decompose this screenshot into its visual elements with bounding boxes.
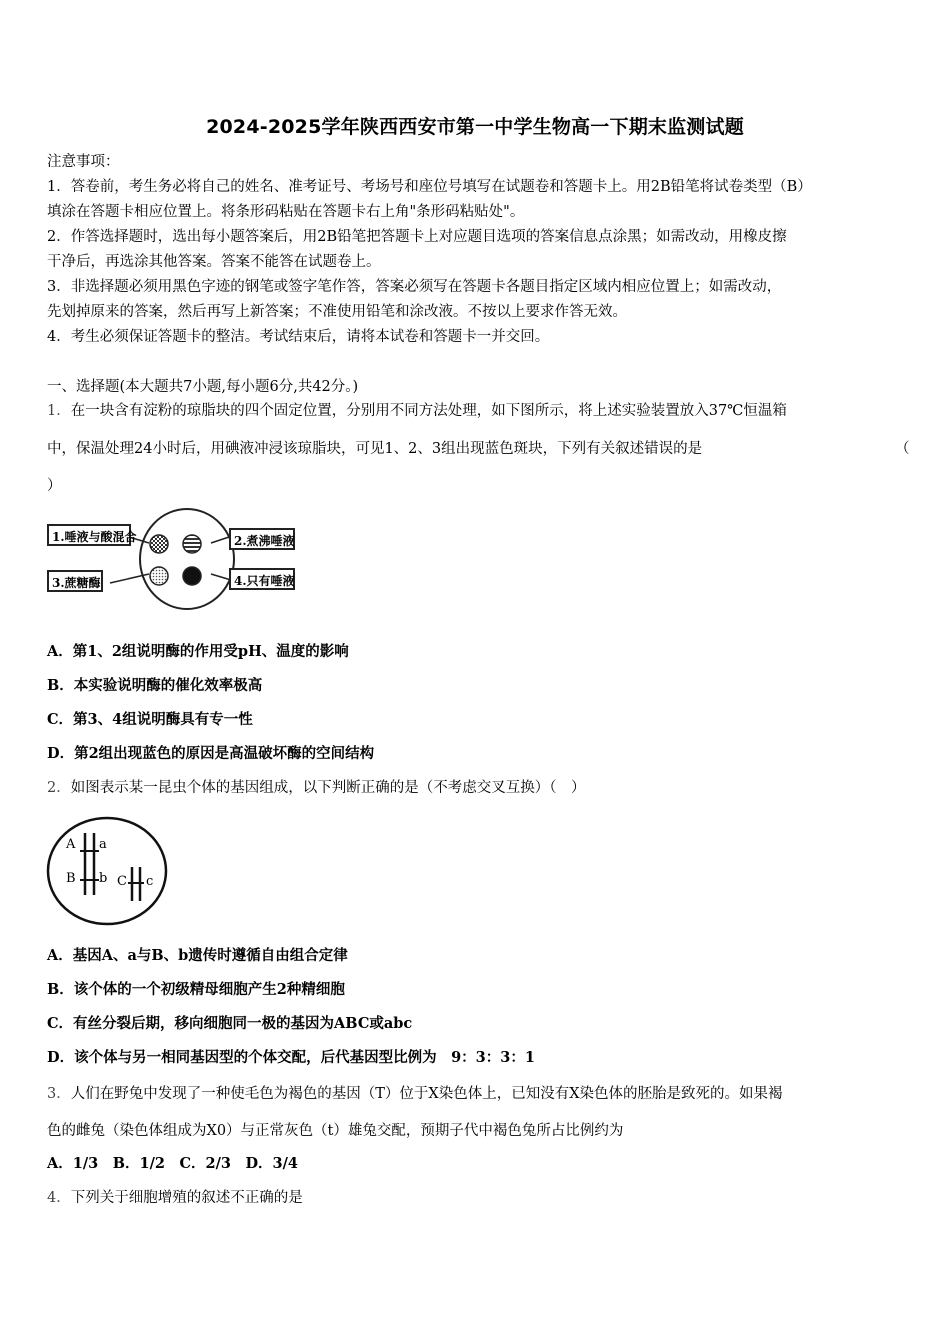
notice-line: 干净后，再选涂其他答案。答案不能答在试题卷上。 <box>47 254 381 270</box>
agar-block <box>140 509 234 609</box>
question-4 <box>47 1188 303 1208</box>
option-b: B．本实验说明酶的催化效率极高 <box>47 677 263 694</box>
question-number: 1． <box>47 403 71 419</box>
agar-block-diagram <box>47 506 297 612</box>
notice-line: 2．作答选择题时，选出每小题答案后，用2B铅笔把答题卡上对应题目选项的答案信息点涂黑；如需改动，用橡皮擦 <box>47 229 787 245</box>
option-c: C．有丝分裂后期，移向细胞同一极的基因为ABC或abc <box>47 1015 413 1032</box>
gene-B: B <box>66 871 76 886</box>
label-group-3: 3.蔗糖酶 <box>47 570 103 592</box>
spot-2 <box>183 535 201 553</box>
question-3-line-2: 色的雌兔（染色体组成为X0）与正常灰色（t）雄兔交配，预期子代中褐色兔所占比例约为 <box>47 1123 624 1139</box>
answer-paren-open: （ <box>895 441 910 457</box>
notice-line: 3．非选择题必须用黑色字迹的钢笔或签字笔作答，答案必须写在答题卡各题目指定区域内相应位置上；如需改动， <box>47 279 782 295</box>
question-1-line-2: 中，保温处理24小时后，用碘液冲浸该琼脂块，可见1、2、3组出现蓝色斑块，下列有关叙述错误的是 <box>47 441 703 457</box>
question-number: 3． <box>47 1086 71 1102</box>
question-2 <box>47 778 585 798</box>
notice-line: 先划掉原来的答案，然后再写上新答案；不准使用铅笔和涂改液。不按以上要求作答无效。 <box>47 304 627 320</box>
chromosome-diagram <box>46 815 171 927</box>
question-text: 在一块含有淀粉的琼脂块的四个固定位置，分别用不同方法处理，如下图所示，将上述实验装置放入37℃恒温箱 <box>70 403 787 419</box>
notice-line: 填涂在答题卡相应位置上。将条形码粘贴在答题卡右上角"条形码粘贴处"。 <box>47 204 525 220</box>
gene-c: c <box>146 874 154 889</box>
gene-b: b <box>99 871 108 886</box>
option-d: D．第2组出现蓝色的原因是高温破坏酶的空间结构 <box>47 745 375 762</box>
question-text: 如图表示某一昆虫个体的基因组成，以下判断正确的是（不考虑交叉互换）（ ） <box>70 780 586 796</box>
question-number: 2． <box>47 780 71 796</box>
label-group-2: 2.煮沸唾液 <box>229 528 295 550</box>
option-a: A．第1、2组说明酶的作用受pH、温度的影响 <box>47 643 349 660</box>
option-d: D．该个体与另一相同基因型的个体交配，后代基因型比例为 9：3：3：1 <box>47 1049 535 1066</box>
question-text: 人们在野兔中发现了一种使毛色为褐色的基因（T）位于X染色体上，已知没有X染色体的胚胎是致死的。如果褐 <box>70 1086 783 1102</box>
spot-3 <box>150 567 168 585</box>
chromosome-figure <box>46 815 171 927</box>
spot-4 <box>183 567 201 585</box>
gene-A: A <box>66 837 76 852</box>
option-a: A．基因A、a与B、b遗传时遵循自由组合定律 <box>47 947 348 964</box>
page-title: 2024-2025学年陕西西安市第一中学生物高一下期末监测试题 <box>206 116 744 138</box>
gene-C: C <box>117 874 127 889</box>
agar-block-figure <box>47 506 297 612</box>
notice-line: 4．考生必须保证答题卡的整洁。考试结束后，请将本试卷和答题卡一并交回。 <box>47 329 550 345</box>
question-text: 下列关于细胞增殖的叙述不正确的是 <box>70 1190 303 1206</box>
gene-a: a <box>99 837 107 852</box>
question-3-options: A．1/3 B．1/2 C．2/3 D．3/4 <box>47 1155 299 1172</box>
option-c: C．第3、4组说明酶具有专一性 <box>47 711 253 728</box>
section-heading: 一、选择题(本大题共7小题,每小题6分,共42分。) <box>47 379 359 395</box>
notice-line: 1．答卷前，考生务必将自己的姓名、准考证号、考场号和座位号填写在试题卷和答题卡上。用2B铅笔将试卷类型（B） <box>47 179 812 195</box>
spot-1 <box>150 535 168 553</box>
question-3-line-1 <box>47 1084 783 1104</box>
answer-paren-close: ） <box>47 478 62 494</box>
label-group-4: 4.只有唾液 <box>229 568 295 590</box>
notice-heading: 注意事项： <box>47 154 120 170</box>
question-number: 4． <box>47 1190 71 1206</box>
label-group-1: 1.唾液与酸混合 <box>47 524 131 546</box>
option-b: B．该个体的一个初级精母细胞产生2种精细胞 <box>47 981 345 998</box>
question-1-line-1 <box>47 401 787 421</box>
